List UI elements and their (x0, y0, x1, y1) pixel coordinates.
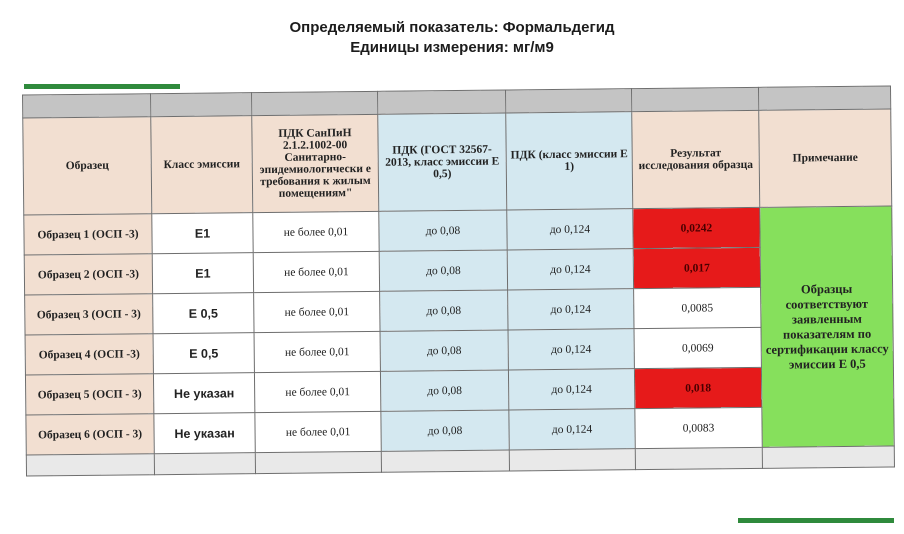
header-note: Примечание (759, 109, 892, 207)
cell-pdk-sanpin: не более 0,01 (254, 291, 380, 332)
cell-sample: Образец 3 (ОСП - 3) (25, 294, 153, 335)
cell-pdk-sanpin: не более 0,01 (253, 251, 379, 292)
header-result: Результат исследования образца (632, 110, 760, 208)
cell-emission-class: Е1 (152, 213, 253, 254)
cell-sample: Образец 6 (ОСП - 3) (26, 414, 154, 455)
header-pdk-gost: ПДК (ГОСТ 32567-2013, класс эмиссии Е 0,5) (378, 113, 507, 211)
cell-pdk-gost: до 0,08 (380, 330, 508, 371)
cell-pdk-sanpin: не более 0,01 (254, 371, 380, 412)
results-table (22, 85, 895, 476)
header-row (23, 109, 892, 215)
cell-pdk-e1: до 0,124 (508, 329, 634, 370)
table-row (24, 206, 892, 255)
cell-result: 0,0242 (633, 207, 760, 248)
cell-emission-class: Е 0,5 (153, 293, 254, 334)
cell-pdk-e1: до 0,124 (508, 369, 634, 410)
cell-emission-class: Не указан (154, 413, 255, 454)
cell-pdk-e1: до 0,124 (509, 409, 635, 450)
cell-pdk-gost: до 0,08 (380, 290, 508, 331)
cell-pdk-e1: до 0,124 (507, 249, 633, 290)
cell-sample: Образец 5 (ОСП - 3) (25, 374, 153, 415)
title-units: Единицы измерения: мг/м9 (350, 39, 554, 56)
cell-result: 0,0069 (634, 327, 761, 368)
note-cell: Образцы соответствуют заявленным показателям по сертификации классу эмиссии Е 0,5 (760, 206, 895, 447)
cell-pdk-gost: до 0,08 (379, 250, 507, 291)
page-title (0, 18, 904, 58)
title-indicator: Определяемый показатель: Формальдегид (289, 19, 615, 36)
cell-emission-class: Е 0,5 (153, 333, 254, 374)
cell-result: 0,0085 (634, 287, 761, 328)
cell-pdk-gost: до 0,08 (379, 210, 507, 251)
cell-result: 0,0083 (635, 407, 762, 448)
accent-line-top (24, 84, 180, 89)
header-sample: Образец (23, 117, 152, 215)
header-emission-class: Класс эмиссии (151, 116, 253, 214)
cell-result: 0,018 (634, 367, 761, 408)
cell-sample: Образец 1 (ОСП -3) (24, 214, 152, 255)
cell-pdk-e1: до 0,124 (508, 289, 634, 330)
header-pdk-sanpin: ПДК СанПиН 2.1.2.1002-00 Санитарно-эпидемиологически е требования к жилым помещениям" (252, 114, 379, 212)
cell-pdk-sanpin: не более 0,01 (253, 211, 379, 252)
cell-pdk-sanpin: не более 0,01 (254, 331, 380, 372)
cell-result: 0,017 (633, 247, 760, 288)
header-pdk-e1: ПДК (класс эмиссии Е 1) (506, 112, 633, 210)
cell-emission-class: Не указан (153, 373, 254, 414)
cell-sample: Образец 4 (ОСП -3) (25, 334, 153, 375)
cell-pdk-gost: до 0,08 (381, 410, 509, 451)
cell-pdk-sanpin: не более 0,01 (255, 411, 381, 452)
accent-line-bottom (738, 518, 894, 523)
cell-pdk-e1: до 0,124 (507, 209, 633, 250)
cell-emission-class: Е1 (152, 253, 253, 294)
cell-sample: Образец 2 (ОСП -3) (24, 254, 152, 295)
cell-pdk-gost: до 0,08 (380, 370, 508, 411)
